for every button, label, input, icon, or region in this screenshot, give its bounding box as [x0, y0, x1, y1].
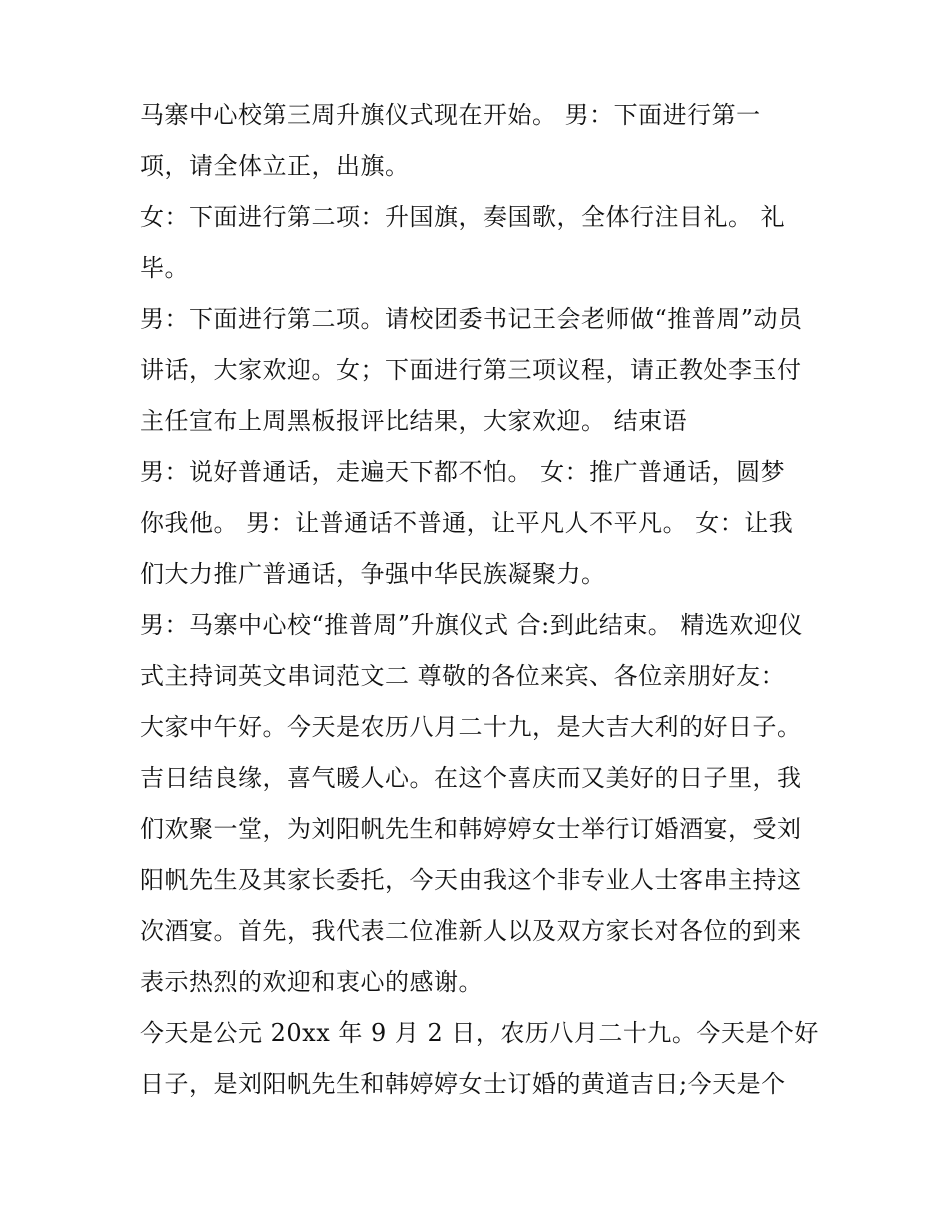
text-line: 项，请全体立正，出旗。: [140, 152, 410, 180]
text-line: 们大力推广普通话，争强中华民族凝聚力。: [140, 560, 606, 588]
text-line: 毕。: [140, 254, 189, 282]
text-line: 男：说好普通话，走遍天下都不怕。 女：推广普通话，圆梦: [140, 458, 786, 486]
text-line: 表示热烈的欢迎和衷心的感谢。: [140, 968, 483, 996]
text-line: 大家中午好。今天是农历八月二十九，是大吉大利的好日子。: [140, 713, 802, 741]
text-line: 式主持词英文串词范文二 尊敬的各位来宾、各位亲朋好友：: [140, 662, 786, 690]
text-line: 女：下面进行第二项：升国旗，奏国歌，全体行注目礼。 礼: [140, 203, 786, 231]
text-line: 们欢聚一堂，为刘阳帆先生和韩婷婷女士举行订婚酒宴，受刘: [140, 815, 802, 843]
text-line: 讲话，大家欢迎。女；下面进行第三项议程，请正教处李玉付: [140, 356, 802, 384]
text-line: 次酒宴。首先，我代表二位准新人以及双方家长对各位的到来: [140, 917, 802, 945]
text-line: 日子，是刘阳帆先生和韩婷婷女士订婚的黄道吉日;今天是个: [140, 1070, 786, 1098]
text-line: 主任宣布上周黑板报评比结果，大家欢迎。 结束语: [140, 407, 688, 435]
text-line: 马寨中心校第三周升旗仪式现在开始。 男：下面进行第一: [140, 101, 761, 129]
text-line: 今天是公元 20xx 年 9 月 2 日，农历八月二十九。今天是个好: [140, 1019, 819, 1047]
text-line: 你我他。 男：让普通话不普通，让平凡人不平凡。 女：让我: [140, 509, 794, 537]
text-line: 吉日结良缘，喜气暖人心。在这个喜庆而又美好的日子里，我: [140, 764, 802, 792]
text-line: 阳帆先生及其家长委托，今天由我这个非专业人士客串主持这: [140, 866, 802, 894]
text-line: 男：马寨中心校“推普周”升旗仪式 合:到此结束。 精选欢迎仪: [140, 611, 803, 639]
text-line: 男：下面进行第二项。请校团委书记王会老师做“推普周”动员: [140, 305, 803, 333]
